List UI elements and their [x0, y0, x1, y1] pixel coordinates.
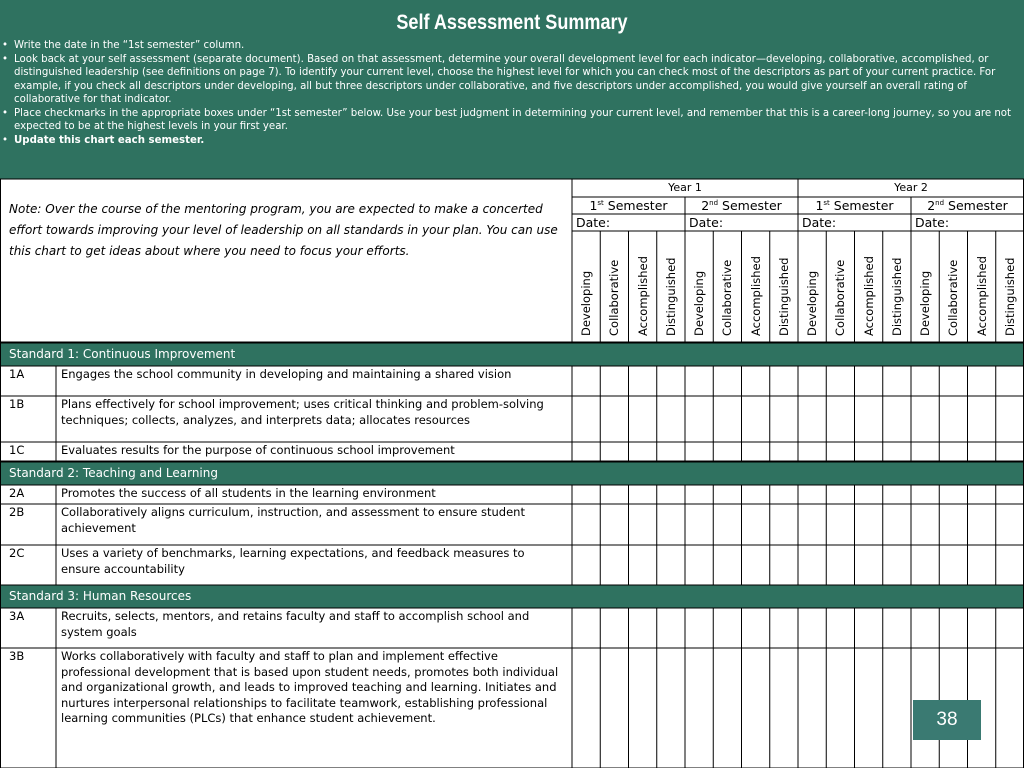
indicator-code: 2C [9, 546, 25, 560]
indicator-code: 1B [9, 397, 25, 411]
date-label: Date: [915, 215, 950, 230]
indicator-text: Plans effectively for school improvement; uses critical thinking and problem-solving techniques; collects, analyzes, and interprets data; allocates resources [61, 397, 544, 427]
level-column-header: Developing [805, 270, 819, 336]
level-column-header: Collaborative [720, 259, 735, 336]
instruction-text: Place checkmarks in the appropriate boxes under “1st semester” below. Use your best judgment in determining your current level, and remember that this is a career-long journey, so you are not expected to be at the highest levels in your first year. [14, 107, 1012, 132]
level-column-header: Accomplished [635, 256, 650, 336]
level-column-header: Collaborative [607, 259, 622, 336]
year-label: Year 1 [668, 181, 702, 194]
mentoring-note: Note: Over the course of the mentoring program, you are expected to make a concerted effort towards improving your level of leadership on all standards in your plan. You can use this chart to get ideas about where you need to focus your efforts. [9, 202, 558, 258]
indicator-text: Evaluates results for the purpose of continuous school improvement [61, 443, 455, 457]
standard-title: Standard 3: Human Resources [9, 589, 192, 603]
page-title: Self Assessment Summary [396, 11, 628, 34]
indicator-text: Collaboratively aligns curriculum, instruction, and assessment to ensure student achievement [61, 505, 525, 535]
instruction-list [2, 39, 1022, 147]
instruction-item: • Look back at your self assessment (separate document). Based on that assessment, determine your overall development level for each indicator—developing, collaborative, accomplished, or distinguished leadership (see definitions on page 7). To identify your current level, choose the highest level for which you can check most of the descriptors as part of your current practice. For example, if you check all descriptors under developing, all but three descriptors under collaborative, and five descriptors under accomplished, you would give yourself an overall rating of collaborative for that indicator. [2, 53, 996, 105]
standard-band [0, 585, 1024, 608]
indicator-text: Uses a variety of benchmarks, learning expectations, and feedback measures to ensure accountability [61, 546, 525, 576]
instruction-item: • Place checkmarks in the appropriate boxes under “1st semester” below. Use your best judgment in determining your current level, and remember that this is a career-long journey, so you are not expected to be at the highest levels in your first year. [2, 107, 1012, 132]
semester-label: 2nd Semester [701, 198, 782, 213]
level-column-header: Collaborative [833, 259, 848, 336]
date-label: Date: [576, 215, 611, 230]
semester-label: 1st Semester [815, 198, 894, 213]
level-column-header: Accomplished [861, 256, 876, 336]
level-column-header: Developing [918, 270, 932, 336]
standard-title: Standard 1: Continuous Improvement [9, 347, 236, 361]
standard-band [0, 462, 1024, 485]
level-column-header: Accomplished [748, 256, 763, 336]
date-label: Date: [802, 215, 837, 230]
header-banner [0, 0, 1024, 179]
standard-band [0, 343, 1024, 366]
indicator-text: Works collaboratively with faculty and staff to plan and implement effective professional development that is based upon student needs, promotes both individual and organizational growth, and leads to improved teaching and learning. Initiates and nurtures interpersonal relationships to facilitate teamwork, establishing professional learning communities (PLCs) that enhance student achievement. [61, 649, 559, 725]
level-column-header: Distinguished [663, 257, 678, 336]
level-column-header: Collaborative [946, 259, 961, 336]
indicator-code: 2B [9, 505, 25, 519]
page-number-badge: 38 [913, 700, 981, 740]
level-column-header: Distinguished [1002, 257, 1017, 336]
instruction-text: Update this chart each semester. [14, 134, 205, 146]
indicator-text: Promotes the success of all students in the learning environment [61, 486, 436, 500]
instruction-text: Write the date in the “1st semester” column. [14, 40, 245, 51]
indicator-text: Engages the school community in developing and maintaining a shared vision [61, 367, 512, 381]
level-column-header: Distinguished [889, 257, 904, 336]
semester-label: 2nd Semester [927, 198, 1008, 213]
indicator-code: 1C [9, 443, 25, 457]
indicator-text: Recruits, selects, mentors, and retains faculty and staff to accomplish school and system goals [61, 609, 530, 639]
date-label: Date: [689, 215, 724, 230]
instruction-item: • Update this chart each semester. [2, 134, 205, 146]
year-label: Year 2 [894, 181, 928, 194]
instruction-item: • Write the date in the “1st semester” column. [2, 40, 245, 51]
instruction-text: Look back at your self assessment (separate document). Based on that assessment, determine your overall development level for each indicator—developing, collaborative, accomplished, or distinguished leadership (see definitions on page 7). To identify your current level, choose the highest level for which you can check most of the descriptors as part of your current practice. For example, if you check all descriptors under developing, all but three descriptors under collaborative, and five descriptors under accomplished, you would give yourself an overall rating of collaborative for that indicator. [14, 53, 996, 105]
indicator-code: 3B [9, 649, 25, 663]
indicator-code: 2A [9, 486, 25, 500]
semester-label: 1st Semester [589, 198, 668, 213]
standard-title: Standard 2: Teaching and Learning [9, 466, 218, 480]
indicator-code: 3A [9, 609, 25, 623]
level-column-header: Distinguished [776, 257, 791, 336]
level-column-header: Developing [579, 270, 593, 336]
indicator-code: 1A [9, 367, 25, 381]
level-column-header: Accomplished [974, 256, 989, 336]
level-column-header: Developing [692, 270, 706, 336]
